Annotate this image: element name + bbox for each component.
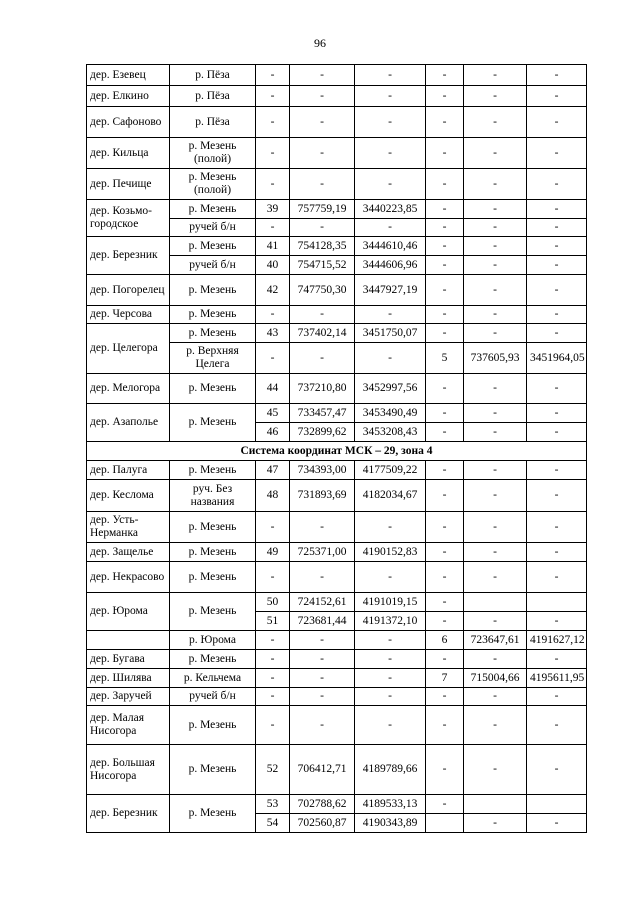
y-coordinate-cell: 4189789,66 [355, 745, 426, 795]
settlement-cell: дер. Кильца [87, 138, 170, 169]
table-row [87, 480, 587, 512]
point-number-cell: - [256, 306, 290, 324]
x-coordinate-cell: 734393,00 [290, 461, 355, 480]
water-intake-table [86, 64, 587, 833]
x-coordinate-2-cell: 723647,61 [464, 631, 527, 650]
x-coordinate-2-cell: - [464, 200, 527, 219]
water-body-cell: р. Верхняя Целега [170, 343, 256, 374]
x-coordinate-cell: - [290, 107, 355, 138]
point-number-2-cell: - [426, 461, 464, 480]
point-number-cell: - [256, 138, 290, 169]
y-coordinate-cell: - [355, 219, 426, 237]
x-coordinate-cell: - [290, 706, 355, 745]
y-coordinate-cell: 4177509,22 [355, 461, 426, 480]
point-number-2-cell: - [426, 650, 464, 669]
x-coordinate-2-cell: - [464, 814, 527, 833]
point-number-2-cell: - [426, 423, 464, 442]
table-row [87, 631, 587, 650]
water-body-cell: р. Пёза [170, 65, 256, 86]
water-body-cell: р. Мезень [170, 404, 256, 442]
x-coordinate-2-cell: - [464, 219, 527, 237]
point-number-cell: 51 [256, 612, 290, 631]
water-body-cell: р. Мезень [170, 324, 256, 343]
x-coordinate-cell: - [290, 669, 355, 688]
water-body-cell: р. Мезень (полой) [170, 138, 256, 169]
x-coordinate-cell: 723681,44 [290, 612, 355, 631]
point-number-cell: - [256, 86, 290, 107]
table-row [87, 562, 587, 593]
settlement-cell: дер. Малая Нисогора [87, 706, 170, 745]
settlement-cell: дер. Печище [87, 169, 170, 200]
x-coordinate-cell: - [290, 65, 355, 86]
table-row [87, 706, 587, 745]
y-coordinate-2-cell: - [527, 650, 587, 669]
x-coordinate-2-cell: - [464, 562, 527, 593]
water-body-cell: р. Мезень [170, 374, 256, 404]
coordinate-system-heading: Система координат МСК – 29, зона 4 [87, 442, 587, 461]
x-coordinate-2-cell: - [464, 612, 527, 631]
y-coordinate-cell: 3447927,19 [355, 275, 426, 306]
x-coordinate-2-cell: - [464, 169, 527, 200]
settlement-cell: дер. Погорелец [87, 275, 170, 306]
x-coordinate-cell: 747750,30 [290, 275, 355, 306]
settlement-cell: дер. Березник [87, 795, 170, 833]
y-coordinate-cell: 4191372,10 [355, 612, 426, 631]
point-number-2-cell [426, 814, 464, 833]
y-coordinate-cell: - [355, 138, 426, 169]
point-number-2-cell: - [426, 275, 464, 306]
y-coordinate-cell: 4182034,67 [355, 480, 426, 512]
point-number-2-cell: 7 [426, 669, 464, 688]
x-coordinate-cell: 754715,52 [290, 256, 355, 275]
point-number-cell: - [256, 107, 290, 138]
table-row [87, 374, 587, 404]
point-number-cell: - [256, 65, 290, 86]
x-coordinate-cell: 757759,19 [290, 200, 355, 219]
settlement-cell: дер. Езевец [87, 65, 170, 86]
y-coordinate-cell: 4189533,13 [355, 795, 426, 814]
point-number-cell: - [256, 650, 290, 669]
settlement-cell: дер. Целегора [87, 324, 170, 374]
x-coordinate-cell: 754128,35 [290, 237, 355, 256]
y-coordinate-cell: 3452997,56 [355, 374, 426, 404]
y-coordinate-cell: - [355, 706, 426, 745]
y-coordinate-2-cell: - [527, 138, 587, 169]
point-number-cell: - [256, 688, 290, 706]
y-coordinate-2-cell [527, 795, 587, 814]
point-number-2-cell: - [426, 543, 464, 562]
water-body-cell: р. Мезень (полой) [170, 169, 256, 200]
x-coordinate-2-cell: - [464, 138, 527, 169]
point-number-cell: - [256, 512, 290, 543]
point-number-2-cell: 6 [426, 631, 464, 650]
water-body-cell: р. Мезень [170, 650, 256, 669]
x-coordinate-cell: 706412,71 [290, 745, 355, 795]
point-number-cell: 45 [256, 404, 290, 423]
point-number-2-cell: - [426, 688, 464, 706]
table-row [87, 688, 587, 706]
table-row [87, 404, 587, 423]
settlement-cell [87, 631, 170, 650]
water-body-cell: р. Мезень [170, 461, 256, 480]
y-coordinate-2-cell: - [527, 461, 587, 480]
point-number-cell: - [256, 343, 290, 374]
x-coordinate-2-cell [464, 593, 527, 612]
point-number-cell: 54 [256, 814, 290, 833]
x-coordinate-2-cell: - [464, 512, 527, 543]
y-coordinate-2-cell: - [527, 237, 587, 256]
y-coordinate-cell: - [355, 306, 426, 324]
point-number-2-cell: - [426, 795, 464, 814]
x-coordinate-2-cell: 737605,93 [464, 343, 527, 374]
x-coordinate-cell: - [290, 86, 355, 107]
point-number-cell: 53 [256, 795, 290, 814]
settlement-cell: дер. Козьмо-городское [87, 200, 170, 237]
water-body-cell: р. Мезень [170, 200, 256, 219]
point-number-cell: 48 [256, 480, 290, 512]
point-number-2-cell: - [426, 86, 464, 107]
x-coordinate-2-cell: - [464, 404, 527, 423]
water-body-cell: р. Юрома [170, 631, 256, 650]
water-body-cell: р. Пёза [170, 86, 256, 107]
water-body-cell: р. Мезень [170, 795, 256, 833]
x-coordinate-cell: - [290, 219, 355, 237]
point-number-2-cell: - [426, 138, 464, 169]
x-coordinate-2-cell [464, 795, 527, 814]
point-number-2-cell: - [426, 404, 464, 423]
water-body-cell: р. Мезень [170, 306, 256, 324]
point-number-2-cell: - [426, 612, 464, 631]
y-coordinate-2-cell: - [527, 169, 587, 200]
table-row [87, 306, 587, 324]
water-body-cell: р. Мезень [170, 706, 256, 745]
point-number-cell: 44 [256, 374, 290, 404]
x-coordinate-cell: - [290, 562, 355, 593]
y-coordinate-2-cell: - [527, 745, 587, 795]
y-coordinate-2-cell: 4191627,12 [527, 631, 587, 650]
point-number-2-cell: 5 [426, 343, 464, 374]
x-coordinate-2-cell: - [464, 256, 527, 275]
x-coordinate-cell: 702788,62 [290, 795, 355, 814]
table-row [87, 169, 587, 200]
point-number-2-cell: - [426, 237, 464, 256]
settlement-cell: дер. Сафоново [87, 107, 170, 138]
point-number-cell: 39 [256, 200, 290, 219]
point-number-2-cell: - [426, 200, 464, 219]
point-number-2-cell: - [426, 107, 464, 138]
table-row [87, 324, 587, 343]
table-row [87, 86, 587, 107]
y-coordinate-cell: - [355, 512, 426, 543]
y-coordinate-2-cell: - [527, 423, 587, 442]
y-coordinate-cell: 3440223,85 [355, 200, 426, 219]
y-coordinate-2-cell: - [527, 404, 587, 423]
settlement-cell: дер. Азаполье [87, 404, 170, 442]
y-coordinate-cell: 3451750,07 [355, 324, 426, 343]
point-number-cell: 50 [256, 593, 290, 612]
x-coordinate-2-cell: - [464, 306, 527, 324]
settlement-cell: дер. Бугава [87, 650, 170, 669]
y-coordinate-2-cell: - [527, 107, 587, 138]
table-row [87, 795, 587, 814]
x-coordinate-cell: 733457,47 [290, 404, 355, 423]
settlement-cell: дер. Березник [87, 237, 170, 275]
x-coordinate-cell: - [290, 650, 355, 669]
x-coordinate-cell: - [290, 688, 355, 706]
x-coordinate-cell: - [290, 138, 355, 169]
y-coordinate-2-cell: 4195611,95 [527, 669, 587, 688]
point-number-2-cell: - [426, 324, 464, 343]
y-coordinate-cell: - [355, 669, 426, 688]
point-number-2-cell: - [426, 562, 464, 593]
y-coordinate-cell: 4190152,83 [355, 543, 426, 562]
y-coordinate-cell: 3453490,49 [355, 404, 426, 423]
water-body-cell: ручей б/н [170, 219, 256, 237]
point-number-2-cell: - [426, 593, 464, 612]
y-coordinate-cell: - [355, 650, 426, 669]
point-number-cell: 42 [256, 275, 290, 306]
point-number-cell: - [256, 219, 290, 237]
water-body-cell: р. Мезень [170, 593, 256, 631]
y-coordinate-cell: 3444610,46 [355, 237, 426, 256]
x-coordinate-2-cell: - [464, 275, 527, 306]
water-body-cell: р. Мезень [170, 512, 256, 543]
y-coordinate-2-cell: - [527, 219, 587, 237]
water-body-cell: р. Пёза [170, 107, 256, 138]
y-coordinate-2-cell: - [527, 543, 587, 562]
y-coordinate-cell: - [355, 343, 426, 374]
point-number-cell: - [256, 562, 290, 593]
settlement-cell: дер. Юрома [87, 593, 170, 631]
x-coordinate-cell: 732899,62 [290, 423, 355, 442]
point-number-cell: - [256, 169, 290, 200]
y-coordinate-2-cell: - [527, 275, 587, 306]
y-coordinate-cell: - [355, 688, 426, 706]
x-coordinate-cell: 724152,61 [290, 593, 355, 612]
settlement-cell: дер. Большая Нисогора [87, 745, 170, 795]
y-coordinate-2-cell: - [527, 256, 587, 275]
y-coordinate-2-cell: - [527, 480, 587, 512]
y-coordinate-2-cell: - [527, 612, 587, 631]
water-body-cell: ручей б/н [170, 688, 256, 706]
page-number: 96 [314, 36, 326, 50]
settlement-cell: дер. Черсова [87, 306, 170, 324]
x-coordinate-cell: 725371,00 [290, 543, 355, 562]
point-number-2-cell: - [426, 480, 464, 512]
point-number-2-cell: - [426, 256, 464, 275]
water-body-cell: р. Мезень [170, 237, 256, 256]
x-coordinate-2-cell: - [464, 650, 527, 669]
y-coordinate-cell: - [355, 562, 426, 593]
table-row [87, 669, 587, 688]
point-number-2-cell: - [426, 745, 464, 795]
point-number-cell: - [256, 706, 290, 745]
section-header-row [87, 442, 587, 461]
x-coordinate-cell: - [290, 512, 355, 543]
y-coordinate-2-cell: - [527, 688, 587, 706]
settlement-cell: дер. Шилява [87, 669, 170, 688]
water-body-cell: руч. Без названия [170, 480, 256, 512]
table-row [87, 107, 587, 138]
x-coordinate-cell: 702560,87 [290, 814, 355, 833]
y-coordinate-2-cell: - [527, 65, 587, 86]
x-coordinate-cell: 731893,69 [290, 480, 355, 512]
point-number-2-cell: - [426, 169, 464, 200]
table-row [87, 745, 587, 795]
x-coordinate-2-cell: - [464, 706, 527, 745]
point-number-2-cell: - [426, 512, 464, 543]
x-coordinate-cell: - [290, 169, 355, 200]
y-coordinate-cell: 4190343,89 [355, 814, 426, 833]
x-coordinate-cell: 737210,80 [290, 374, 355, 404]
settlement-cell: дер. Заручей [87, 688, 170, 706]
y-coordinate-cell: - [355, 631, 426, 650]
table-row [87, 461, 587, 480]
table-row [87, 650, 587, 669]
x-coordinate-2-cell: - [464, 374, 527, 404]
water-body-cell: ручей б/н [170, 256, 256, 275]
settlement-cell: дер. Мелогора [87, 374, 170, 404]
y-coordinate-2-cell: - [527, 324, 587, 343]
y-coordinate-2-cell: 3451964,05 [527, 343, 587, 374]
point-number-cell: 40 [256, 256, 290, 275]
water-body-cell: р. Кельчема [170, 669, 256, 688]
y-coordinate-2-cell: - [527, 562, 587, 593]
x-coordinate-cell: - [290, 306, 355, 324]
x-coordinate-2-cell: - [464, 745, 527, 795]
x-coordinate-cell: - [290, 631, 355, 650]
x-coordinate-2-cell: - [464, 86, 527, 107]
x-coordinate-2-cell: - [464, 237, 527, 256]
y-coordinate-cell: - [355, 107, 426, 138]
point-number-2-cell: - [426, 374, 464, 404]
y-coordinate-cell: - [355, 169, 426, 200]
point-number-cell: 43 [256, 324, 290, 343]
point-number-2-cell: - [426, 65, 464, 86]
y-coordinate-2-cell: - [527, 306, 587, 324]
y-coordinate-2-cell [527, 593, 587, 612]
y-coordinate-2-cell: - [527, 200, 587, 219]
point-number-cell: 41 [256, 237, 290, 256]
x-coordinate-cell: 737402,14 [290, 324, 355, 343]
y-coordinate-2-cell: - [527, 512, 587, 543]
settlement-cell: дер. Палуга [87, 461, 170, 480]
table-row [87, 65, 587, 86]
y-coordinate-2-cell: - [527, 86, 587, 107]
table-row [87, 237, 587, 256]
point-number-cell: 47 [256, 461, 290, 480]
point-number-2-cell: - [426, 219, 464, 237]
x-coordinate-2-cell: - [464, 324, 527, 343]
point-number-cell: 46 [256, 423, 290, 442]
x-coordinate-2-cell: - [464, 107, 527, 138]
point-number-2-cell: - [426, 706, 464, 745]
x-coordinate-2-cell: - [464, 461, 527, 480]
settlement-cell: дер. Некрасово [87, 562, 170, 593]
settlement-cell: дер. Кеслома [87, 480, 170, 512]
point-number-cell: - [256, 631, 290, 650]
table-row [87, 512, 587, 543]
table-row [87, 200, 587, 219]
x-coordinate-2-cell: - [464, 65, 527, 86]
settlement-cell: дер. Усть-Нерманка [87, 512, 170, 543]
y-coordinate-cell: 3444606,96 [355, 256, 426, 275]
point-number-cell: 49 [256, 543, 290, 562]
point-number-cell: 52 [256, 745, 290, 795]
table-row [87, 275, 587, 306]
table-row [87, 593, 587, 612]
water-body-cell: р. Мезень [170, 275, 256, 306]
x-coordinate-2-cell: - [464, 423, 527, 442]
y-coordinate-2-cell: - [527, 374, 587, 404]
y-coordinate-2-cell: - [527, 706, 587, 745]
y-coordinate-cell: 4191019,15 [355, 593, 426, 612]
y-coordinate-cell: - [355, 65, 426, 86]
point-number-2-cell: - [426, 306, 464, 324]
x-coordinate-2-cell: 715004,66 [464, 669, 527, 688]
point-number-cell: - [256, 669, 290, 688]
water-body-cell: р. Мезень [170, 745, 256, 795]
table-row [87, 138, 587, 169]
y-coordinate-cell: 3453208,43 [355, 423, 426, 442]
y-coordinate-cell: - [355, 86, 426, 107]
x-coordinate-cell: - [290, 343, 355, 374]
x-coordinate-2-cell: - [464, 688, 527, 706]
x-coordinate-2-cell: - [464, 543, 527, 562]
y-coordinate-2-cell: - [527, 814, 587, 833]
settlement-cell: дер. Защелье [87, 543, 170, 562]
settlement-cell: дер. Елкино [87, 86, 170, 107]
table-row [87, 543, 587, 562]
water-body-cell: р. Мезень [170, 562, 256, 593]
x-coordinate-2-cell: - [464, 480, 527, 512]
water-body-cell: р. Мезень [170, 543, 256, 562]
